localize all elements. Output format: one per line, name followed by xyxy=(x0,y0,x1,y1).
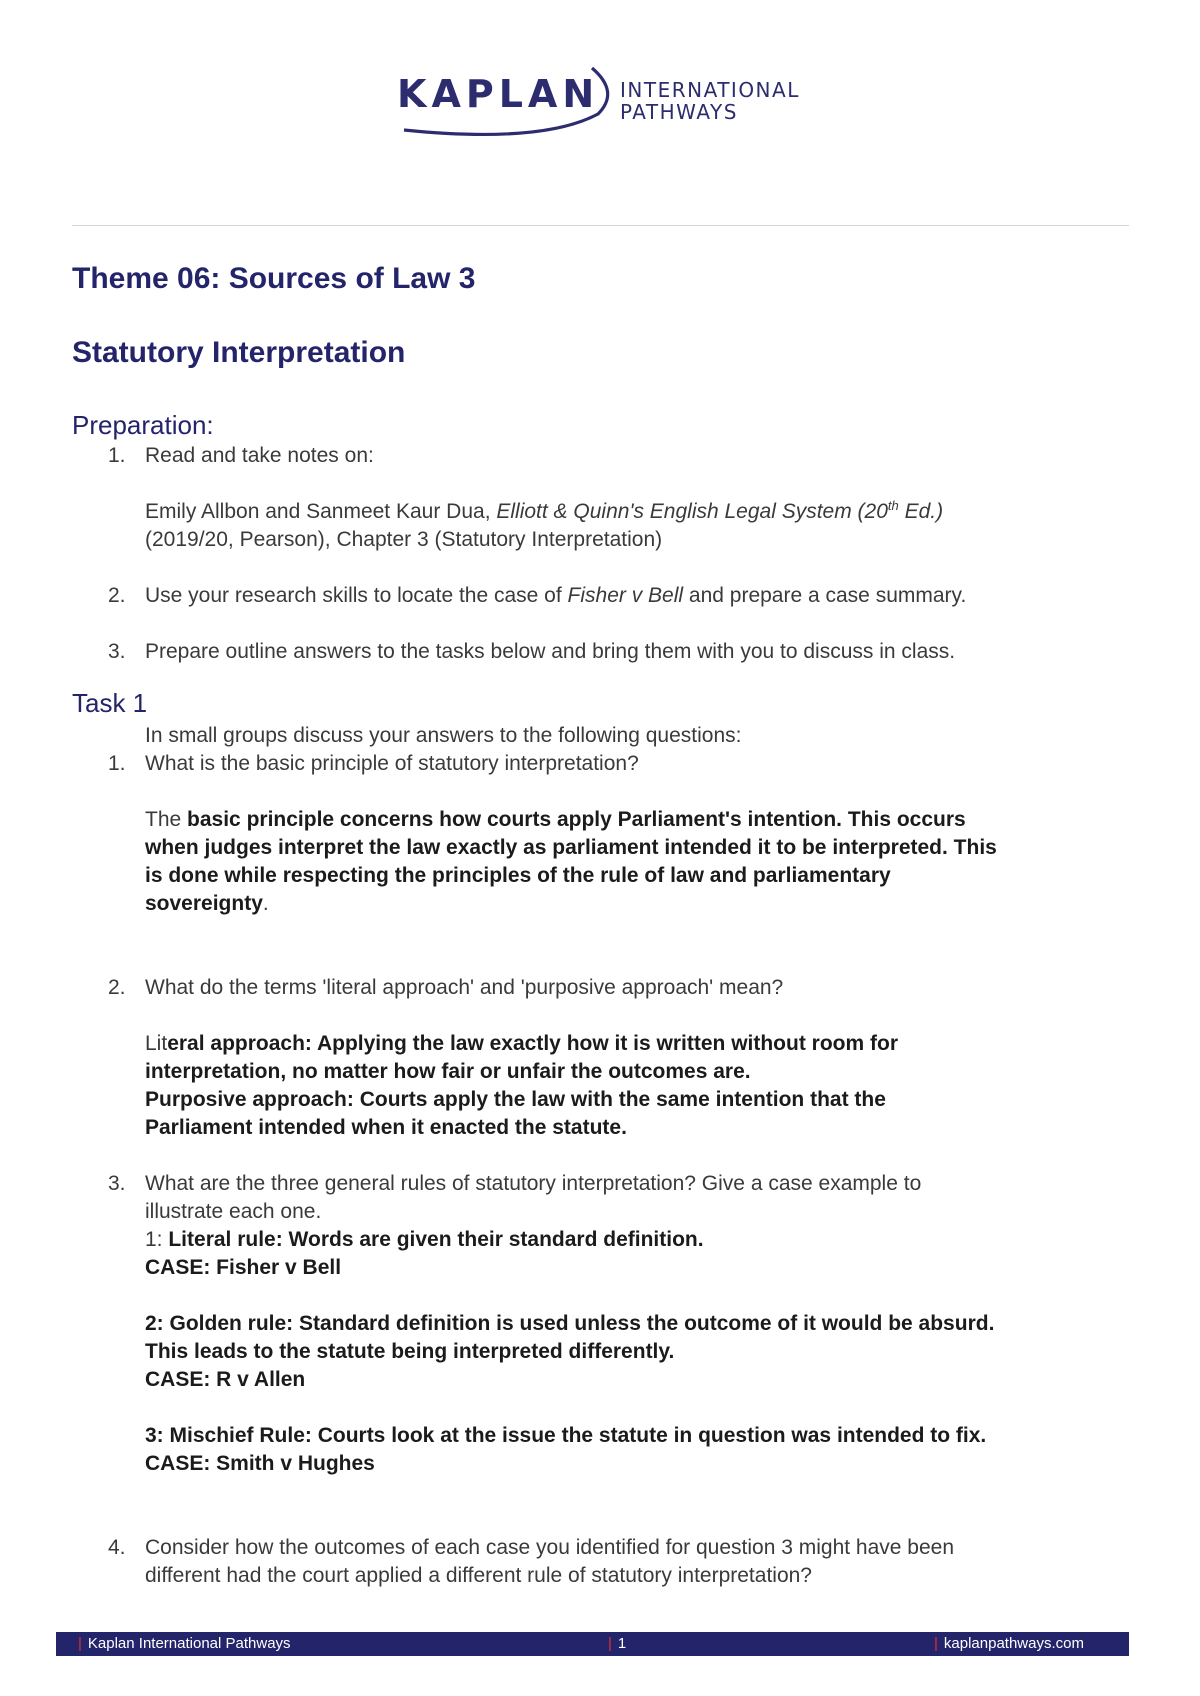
a2-line2: interpretation, no matter how fair or unfair the outcomes are. xyxy=(145,1060,751,1083)
q2-text: What do the terms 'literal approach' and 'purposive approach' mean? xyxy=(145,976,784,999)
footer-website: kaplanpathways.com xyxy=(943,1635,1084,1652)
q4-line2: different had the court applied a different rule of statutory interpretation? xyxy=(145,1564,812,1587)
a2-line4: Parliament intended when it enacted the statute. xyxy=(145,1116,627,1139)
footer-separator: | xyxy=(608,1635,612,1652)
logo-wordmark: KAPLAN xyxy=(397,72,600,116)
rule1-text: Literal rule: Words are given their standard definition. xyxy=(168,1228,704,1251)
ref-title-end: Ed.) xyxy=(898,500,944,523)
prep-item1-number: 1. xyxy=(108,444,126,467)
preparation-heading: Preparation: xyxy=(72,410,214,440)
prep-item1-text: Read and take notes on: xyxy=(145,444,374,467)
prep-reference-line1 xyxy=(145,498,943,526)
rule2-line1: 2: Golden rule: Standard definition is used unless the outcome of it would be absurd. xyxy=(145,1312,995,1335)
a1-bold-1: basic principle concerns how courts apply Parliament's intention. This occurs xyxy=(187,808,966,831)
footer-separator: | xyxy=(934,1635,938,1652)
prep-reference-line2: (2019/20, Pearson), Chapter 3 (Statutory Interpretation) xyxy=(145,528,663,551)
q4-number: 4. xyxy=(108,1536,126,1559)
a1-line2: when judges interpret the law exactly as parliament intended it to be interpreted. This xyxy=(145,836,997,859)
rule1-pre: 1: xyxy=(145,1228,169,1251)
rule3-case: CASE: Smith v Hughes xyxy=(145,1452,375,1475)
page-title: Theme 06: Sources of Law 3 xyxy=(72,262,476,295)
kaplan-logo xyxy=(392,62,812,152)
rule1-line xyxy=(145,1226,704,1254)
a2-line1 xyxy=(145,1030,898,1058)
logo-sub-line2: PATHWAYS xyxy=(620,100,738,124)
rule2-line2: This leads to the statute being interpreted differently. xyxy=(145,1340,675,1363)
prep-item2-case: Fisher v Bell xyxy=(567,584,684,607)
task1-heading: Task 1 xyxy=(72,688,148,718)
page-subtitle: Statutory Interpretation xyxy=(72,336,406,369)
a2-pre: Lit xyxy=(145,1032,168,1055)
header-divider xyxy=(72,225,1129,226)
footer-center xyxy=(608,1632,626,1656)
footer-org: Kaplan International Pathways xyxy=(87,1635,291,1652)
q1-number: 1. xyxy=(108,752,126,775)
task1-intro: In small groups discuss your answers to the following questions: xyxy=(145,724,742,747)
ref-title: Elliott & Quinn's English Legal System (20 xyxy=(496,500,888,523)
a1-line1 xyxy=(145,806,966,834)
ref-authors: Emily Allbon and Sanmeet Kaur Dua, xyxy=(145,500,497,523)
q4-line1: Consider how the outcomes of each case you identified for question 3 might have been xyxy=(145,1536,955,1559)
kaplan-swoosh-icon xyxy=(392,62,622,152)
footer-right xyxy=(934,1632,1084,1656)
q2-number: 2. xyxy=(108,976,126,999)
footer-left xyxy=(78,1632,291,1656)
page-number: 1 xyxy=(617,1635,627,1652)
footer-separator: | xyxy=(78,1635,82,1652)
a1-bold-4: sovereignty xyxy=(145,892,263,915)
ref-sup: th xyxy=(887,498,899,513)
a1-line3: is done while respecting the principles of the rule of law and parliamentary xyxy=(145,864,891,887)
prep-item3-text: Prepare outline answers to the tasks below and bring them with you to discuss in class. xyxy=(145,640,956,663)
page-footer xyxy=(56,1632,1129,1656)
rule1-case: CASE: Fisher v Bell xyxy=(145,1256,342,1279)
rule2-case: CASE: R v Allen xyxy=(145,1368,306,1391)
prep-item2-pre: Use your research skills to locate the case of xyxy=(145,584,568,607)
a1-line4 xyxy=(145,890,269,918)
q3-number: 3. xyxy=(108,1172,126,1195)
q3-line2: illustrate each one. xyxy=(145,1200,322,1223)
q3-line1: What are the three general rules of statutory interpretation? Give a case example to xyxy=(145,1172,922,1195)
prep-item2-post: and prepare a case summary. xyxy=(683,584,967,607)
a1-end: . xyxy=(262,892,269,915)
q1-text: What is the basic principle of statutory interpretation? xyxy=(145,752,639,775)
logo-sub-line1: INTERNATIONAL xyxy=(620,78,800,102)
rule3-line: 3: Mischief Rule: Courts look at the issue the statute in question was intended to fix. xyxy=(145,1424,987,1447)
prep-item2-text xyxy=(145,582,966,610)
a2-line3: Purposive approach: Courts apply the law with the same intention that the xyxy=(145,1088,886,1111)
a2-bold-1: eral approach: Applying the law exactly how it is written without room for xyxy=(167,1032,898,1055)
prep-item2-number: 2. xyxy=(108,584,126,607)
prep-item3-number: 3. xyxy=(108,640,126,663)
a1-pre: The xyxy=(145,808,188,831)
